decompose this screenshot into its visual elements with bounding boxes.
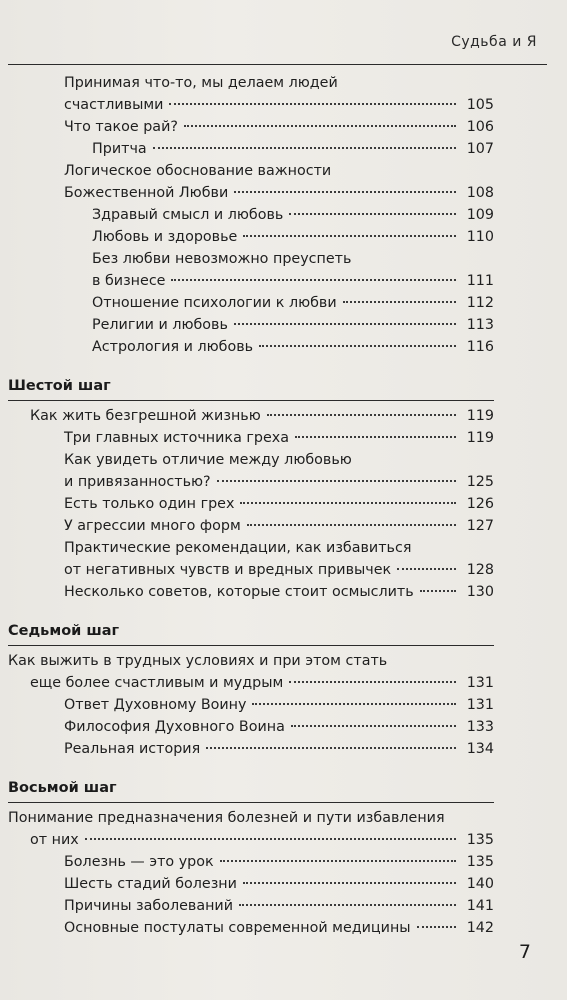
toc-page-number: 105 [466,97,494,113]
toc-entry-title: Религии и любовь [92,317,228,333]
toc-entry [8,807,494,851]
table-of-contents [8,72,494,939]
header-rule [8,64,547,65]
toc-entry-title: Божественной Любви [64,185,229,201]
dot-leader [234,323,456,325]
toc-entry-title-line: Как выжить в трудных условиях и при этом стать [8,653,388,669]
dot-leader [171,279,456,281]
toc-entry [8,116,494,138]
dot-leader [291,725,456,727]
toc-entry [8,716,494,738]
dot-leader [289,213,456,215]
toc-entry-title: Любовь и здоровье [92,229,238,245]
dot-leader [217,480,456,482]
section-rule [8,645,494,646]
toc-entry [8,314,494,336]
dot-leader [184,125,456,127]
toc-entry-title-line: Практические рекомендации, как избавиться [64,540,412,556]
toc-entry [8,650,494,694]
toc-page-number: 119 [466,430,494,446]
toc-entry [8,160,494,204]
toc-page-number: 125 [466,474,494,490]
section-title: Восьмой шаг [8,780,117,796]
section-title: Седьмой шаг [8,623,120,639]
toc-entry [8,336,494,358]
toc-entry [8,138,494,160]
toc-entry-title-line: Принимая что-то, мы делаем людей [64,75,338,91]
toc-entry [8,405,494,427]
dot-leader [169,103,456,105]
toc-entry [8,515,494,537]
toc-entry-title-line: Понимание предназначения болезней и пути избавления [8,810,445,826]
toc-page-number: 116 [466,339,494,355]
toc-page-number: 126 [466,496,494,512]
toc-entry-title: от негативных чувств и вредных привычек [64,562,392,578]
dot-leader [206,747,456,749]
dot-leader [267,414,456,416]
toc-entry [8,581,494,603]
section-title: Шестой шаг [8,378,111,394]
dot-leader [240,502,456,504]
toc-entry-title: счастливыми [64,97,164,113]
toc-entry [8,895,494,917]
dot-leader [289,681,456,683]
toc-entry-title-line: Как увидеть отличие между любовью [64,452,352,468]
toc-page-number: 127 [466,518,494,534]
dot-leader [239,904,456,906]
toc-sections [8,358,494,939]
toc-entry-title: Несколько советов, которые стоит осмыслить [64,584,414,600]
toc-page-number: 130 [466,584,494,600]
dot-leader [220,860,456,862]
toc-entry [8,449,494,493]
toc-continued-list [8,72,494,358]
dot-leader [252,703,456,705]
toc-entry-title: Причины заболеваний [64,898,234,914]
toc-entry-title: Философия Духовного Воина [64,719,285,735]
section-entry-list [8,650,494,760]
section-rule [8,400,494,401]
toc-entry [8,72,494,116]
toc-entry-title: от них [30,832,79,848]
toc-entry-title: Как жить безгрешной жизнью [30,408,261,424]
toc-entry [8,537,494,581]
dot-leader [417,926,456,928]
toc-page-number: 106 [466,119,494,135]
toc-entry-title: Ответ Духовному Воину [64,697,247,713]
running-header-title: Судьба и Я [451,34,537,50]
toc-entry-title: Реальная история [64,741,201,757]
page-number: 7 [518,941,531,963]
toc-page-number: 108 [466,185,494,201]
toc-entry-title: и привязанностью? [64,474,211,490]
dot-leader [153,147,456,149]
dot-leader [397,568,456,570]
toc-entry-title: Болезнь — это урок [64,854,214,870]
toc-entry-title: Основные постулаты современной медицины [64,920,411,936]
toc-entry [8,248,494,292]
toc-page-number: 140 [466,876,494,892]
toc-entry-title-line: Без любви невозможно преуспеть [92,251,352,267]
toc-page-number: 119 [466,408,494,424]
toc-entry-title: Астрология и любовь [92,339,254,355]
dot-leader [85,838,456,840]
dot-leader [234,191,456,193]
dot-leader [343,301,456,303]
toc-entry-title: Что такое рай? [64,119,178,135]
dot-leader [420,590,456,592]
toc-entry-title: Шесть стадий болезни [64,876,237,892]
toc-page-number: 133 [466,719,494,735]
toc-entry [8,873,494,895]
toc-entry-title: Три главных источника греха [64,430,289,446]
toc-page-number: 112 [466,295,494,311]
toc-entry [8,917,494,939]
toc-entry-title: еще более счастливым и мудрым [30,675,284,691]
toc-page-number: 134 [466,741,494,757]
toc-page-number: 142 [466,920,494,936]
dot-leader [247,524,456,526]
toc-page-number: 141 [466,898,494,914]
toc-entry-title-line: Логическое обоснование важности [64,163,332,179]
dot-leader [243,882,456,884]
toc-entry [8,292,494,314]
section-entry-list [8,405,494,603]
toc-entry [8,493,494,515]
section-rule [8,802,494,803]
toc-entry [8,204,494,226]
toc-page-number: 131 [466,697,494,713]
toc-entry-title: Есть только один грех [64,496,235,512]
toc-page-number: 128 [466,562,494,578]
toc-entry-title: в бизнесе [92,273,166,289]
toc-page-number: 111 [466,273,494,289]
toc-page-number: 113 [466,317,494,333]
toc-page-number: 109 [466,207,494,223]
dot-leader [243,235,456,237]
toc-page-number: 107 [466,141,494,157]
dot-leader [295,436,456,438]
toc-entry [8,738,494,760]
toc-entry [8,226,494,248]
toc-entry-title: Отношение психологии к любви [92,295,337,311]
dot-leader [259,345,456,347]
toc-page-number: 110 [466,229,494,245]
toc-page-number: 135 [466,854,494,870]
toc-page-number: 131 [466,675,494,691]
toc-page-number: 135 [466,832,494,848]
section-entry-list [8,807,494,939]
toc-entry [8,851,494,873]
toc-entry [8,427,494,449]
toc-entry-title: Притча [92,141,147,157]
toc-entry-title: У агрессии много форм [64,518,241,534]
toc-entry-title: Здравый смысл и любовь [92,207,284,223]
toc-entry [8,694,494,716]
